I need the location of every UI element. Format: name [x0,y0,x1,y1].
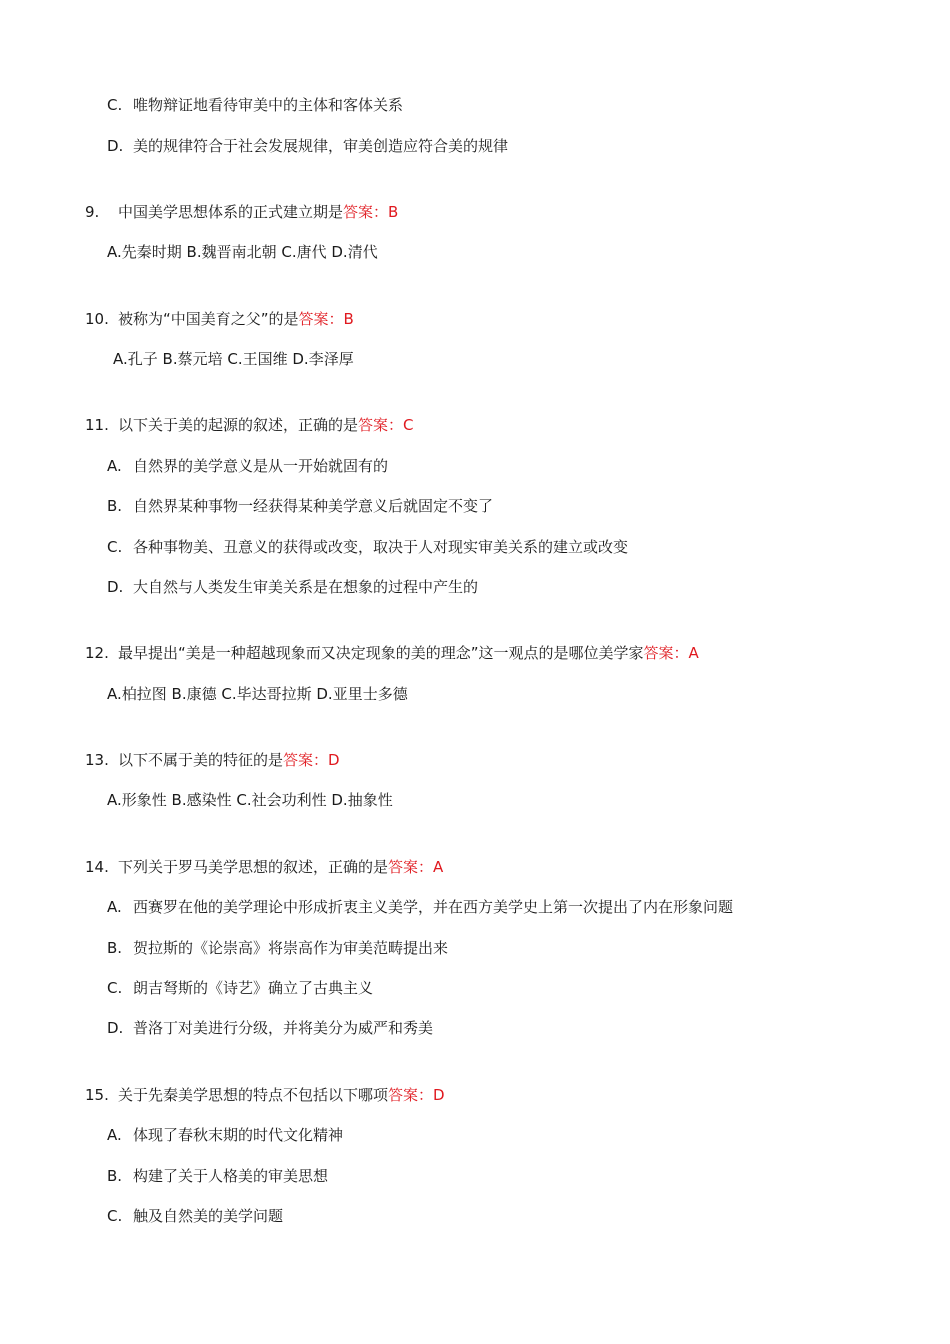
question-9 [85,202,398,222]
answer-label: 答案：C [358,416,414,434]
option-text: 构建了关于人格美的审美思想 [133,1167,329,1185]
option-text: 唯物辩证地看待审美中的主体和客体关系 [133,96,404,114]
question-11 [85,415,414,435]
question-12 [85,643,699,663]
question-text: 关于先秦美学思想的特点不包括以下哪项 [118,1086,389,1104]
question-number: 10. [85,310,109,328]
option-text: 普洛丁对美进行分级，并将美分为威严和秀美 [133,1019,434,1037]
option-letter: C. [107,538,123,556]
question-number: 15. [85,1086,109,1104]
question-9-options: A.先秦时期 B.魏晋南北朝 C.唐代 D.清代 [107,243,378,261]
question-10 [85,309,354,329]
question-number: 14. [85,858,109,876]
option-letter: B. [107,939,123,957]
option-a [107,1125,343,1145]
question-number: 13. [85,751,109,769]
option-c [107,1206,283,1226]
question-13 [85,750,340,770]
option-letter: A. [107,898,122,916]
option-b [107,938,448,958]
option-c [107,537,628,557]
question-text: 最早提出“美是一种超越现象而又决定现象的美的理念”这一观点的是哪位美学家 [118,644,644,662]
answer-label: 答案：A [643,644,699,662]
question-number: 9. [85,203,100,221]
option-letter: A. [107,1126,122,1144]
option-c [107,978,373,998]
answer-label: 答案：A [388,858,444,876]
option-letter: D. [107,137,124,155]
question-text: 以下关于美的起源的叙述，正确的是 [118,416,359,434]
question-text: 被称为“中国美育之父”的是 [118,310,299,328]
option-letter: D. [107,578,124,596]
option-a [107,456,388,476]
option-text: 大自然与人类发生审美关系是在想象的过程中产生的 [133,578,479,596]
option-d [107,1018,433,1038]
option-b [107,496,493,516]
question-number: 11. [85,416,109,434]
option-text: 体现了春秋末期的时代文化精神 [133,1126,344,1144]
answer-label: 答案：D [283,751,340,769]
question-number: 12. [85,644,109,662]
question-15 [85,1085,445,1105]
question-text: 中国美学思想体系的正式建立期是 [118,203,344,221]
question-12-options: A.柏拉图 B.康德 C.毕达哥拉斯 D.亚里士多德 [107,685,408,703]
answer-label: 答案：B [298,310,354,328]
option-text: 美的规律符合于社会发展规律，审美创造应符合美的规律 [133,137,509,155]
option-text: 贺拉斯的《论崇高》将崇高作为审美范畴提出来 [133,939,449,957]
option-letter: B. [107,497,123,515]
question-13-options: A.形象性 B.感染性 C.社会功利性 D.抽象性 [107,791,393,809]
option-text: 自然界的美学意义是从一开始就固有的 [133,457,389,475]
option-d [107,577,478,597]
question-10-options: A.孔子 B.蔡元培 C.王国维 D.李泽厚 [113,350,354,368]
option-letter: C. [107,96,123,114]
question-text: 下列关于罗马美学思想的叙述，正确的是 [118,858,389,876]
option-letter: C. [107,979,123,997]
option-text: 触及自然美的美学问题 [133,1207,284,1225]
option-letter: A. [107,457,122,475]
question-14 [85,857,443,877]
option-letter: D. [107,1019,124,1037]
answer-label: 答案：D [388,1086,445,1104]
option-text: 西赛罗在他的美学理论中形成折衷主义美学，并在西方美学史上第一次提出了内在形象问题 [133,898,734,916]
option-letter: C. [107,1207,123,1225]
option-text: 朗吉弩斯的《诗艺》确立了古典主义 [133,979,374,997]
option-c [107,95,403,115]
option-a [107,897,733,917]
question-text: 以下不属于美的特征的是 [118,751,284,769]
option-letter: B. [107,1167,123,1185]
answer-label: 答案：B [343,203,399,221]
option-text: 各种事物美、丑意义的获得或改变，取决于人对现实审美关系的建立或改变 [133,538,629,556]
option-b [107,1166,328,1186]
option-text: 自然界某种事物一经获得某种美学意义后就固定不变了 [133,497,494,515]
option-d [107,136,508,156]
